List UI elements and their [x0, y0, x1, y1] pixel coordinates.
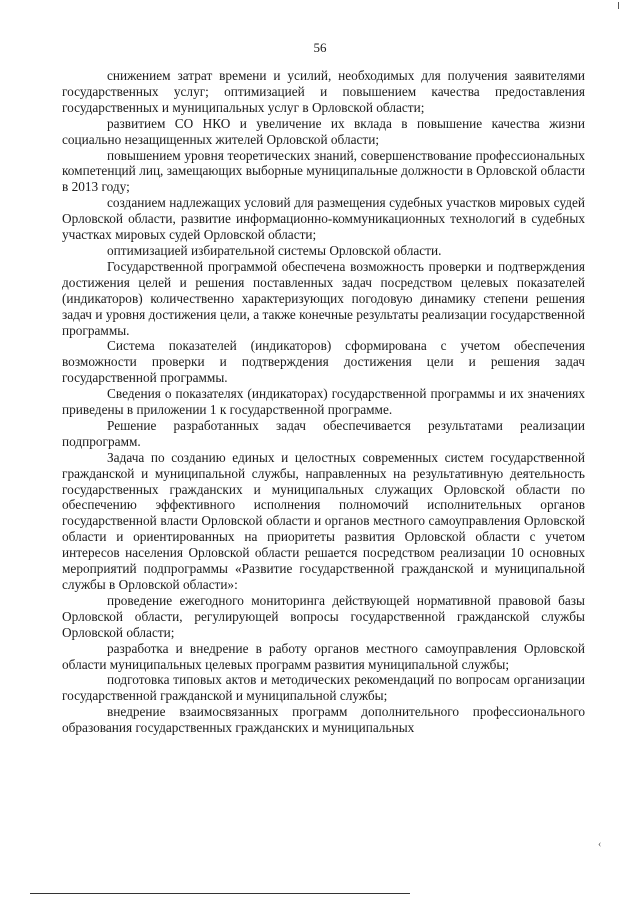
paragraph: снижением затрат времени и усилий, необходимых для получения заявителями государственных услуг; оптимизацией и повышением качества предоставления государственных и муниципальных услуг в Орловской области;	[62, 68, 585, 115]
paragraph: Решение разработанных задач обеспечивается результатами реализации подпрограмм.	[62, 417, 585, 449]
paragraph: Система показателей (индикаторов) сформирована с учетом обеспечения возможности проверки и подтверждения достижения цели и решения задач государственной программы.	[62, 338, 585, 386]
page-number: 56	[313, 40, 327, 55]
paragraph: Задача по созданию единых и целостных современных систем государственной гражданской и муниципальной службы, направленных на результативную деятельность государственных гражданских и муниципальных служащих Орловской области по обеспечению эффективного исполнения полномочий исполнительных органов государственной власти Орловской области и органов местного самоуправления Орловской области и ориентированных на приоритеты развития Орловской области с учетом интересов населения Орловской области решается посредством реализации 10 основных мероприятий подпрограммы «Развитие государственной гражданской и муниципальной службы в Орловской области»:	[62, 449, 585, 592]
footer-rule	[30, 893, 410, 894]
scan-edge-mark: ‹	[598, 839, 602, 850]
paragraph: оптимизацией избирательной системы Орловской области.	[107, 242, 442, 258]
paragraph: Сведения о показателях (индикаторах) государственной программы и их значениях приведены в приложении 1 к государственной программе.	[62, 386, 585, 418]
document-body	[62, 68, 585, 736]
paragraph: внедрение взаимосвязанных программ дополнительного профессионального образования государственных гражданских и муниципальных	[62, 704, 585, 736]
paragraph: созданием надлежащих условий для размещения судебных участков мировых судей Орловской области, развитие информационно-коммуникационных технологий в судебных участках мировых судей Орловской области;	[62, 195, 585, 243]
paragraph: повышением уровня теоретических знаний, совершенствование профессиональных компетенций лиц, замещающих выборные муниципальные должности в Орловской области в 2013 году;	[62, 147, 585, 195]
paragraph: развитием СО НКО и увеличение их вклада в повышение качества жизни социально незащищенных жителей Орловской области;	[62, 115, 585, 147]
paragraph: разработка и внедрение в работу органов местного самоуправления Орловской области муниципальных целевых программ развития муниципальной службы;	[62, 640, 585, 672]
paragraph: проведение ежегодного мониторинга действующей нормативной правовой базы Орловской области, регулирующей вопросы государственной гражданской службы Орловской области;	[62, 592, 585, 640]
scan-corner-mark	[618, 2, 619, 9]
paragraph: подготовка типовых актов и методических рекомендаций по вопросам организации государственной гражданской и муниципальной службы;	[62, 672, 585, 704]
paragraph: Государственной программой обеспечена возможность проверки и подтверждения достижения целей и решения поставленных задач посредством целевых показателей (индикаторов) количественно характеризующих погодовую динамику степени решения задач и уровня достижения цели, а также конечные результаты реализации государственной программы.	[62, 258, 585, 338]
